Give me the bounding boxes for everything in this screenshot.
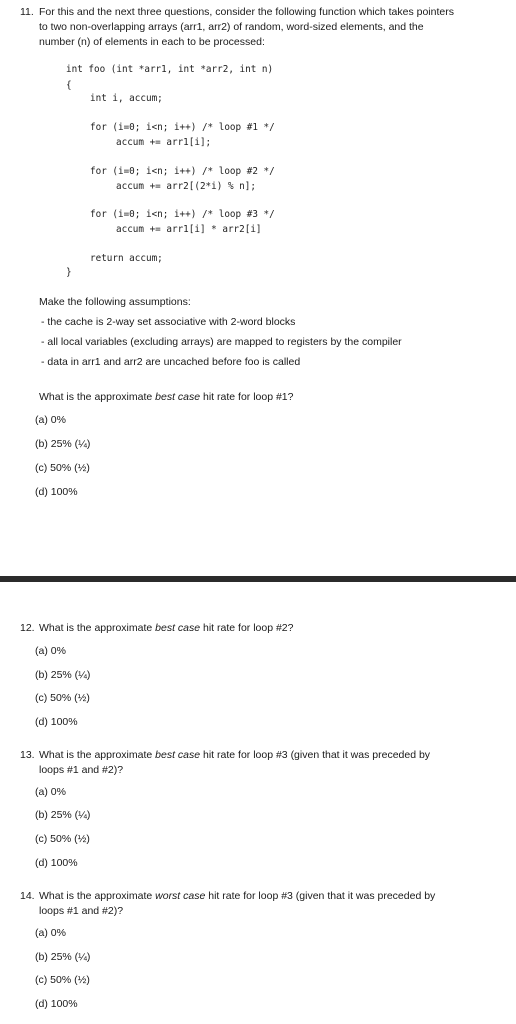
option-d[interactable]: (d) 100% bbox=[35, 486, 78, 498]
code-line: for (i=0; i<n; i++) /* loop #1 */ bbox=[90, 122, 275, 133]
option-c[interactable]: (c) 50% (½) bbox=[35, 974, 90, 986]
question-number: 12. bbox=[20, 622, 35, 634]
option-b[interactable]: (b) 25% (¼) bbox=[35, 809, 91, 821]
code-line: accum += arr2[(2*i) % n]; bbox=[116, 181, 256, 192]
option-a[interactable]: (a) 0% bbox=[35, 645, 66, 657]
question-text-line-2: loops #1 and #2)? bbox=[39, 764, 124, 776]
intro-line-1: For this and the next three questions, consider the following function which takes pointers bbox=[39, 6, 454, 18]
assumptions-title: Make the following assumptions: bbox=[39, 296, 191, 308]
question-number: 13. bbox=[20, 749, 35, 761]
intro-line-2: to two non-overlapping arrays (arr1, arr2) of random, word-sized elements, and the bbox=[39, 21, 424, 33]
assumption-item: - the cache is 2-way set associative with 2-word blocks bbox=[41, 316, 296, 328]
option-b[interactable]: (b) 25% (¼) bbox=[35, 951, 91, 963]
question-text-line-2: loops #1 and #2)? bbox=[39, 905, 124, 917]
option-d[interactable]: (d) 100% bbox=[35, 857, 78, 869]
question-number: 14. bbox=[20, 890, 35, 902]
code-line: return accum; bbox=[90, 253, 163, 264]
option-c[interactable]: (c) 50% (½) bbox=[35, 692, 90, 704]
option-d[interactable]: (d) 100% bbox=[35, 998, 78, 1010]
option-b[interactable]: (b) 25% (¼) bbox=[35, 669, 91, 681]
option-a[interactable]: (a) 0% bbox=[35, 414, 66, 426]
option-d[interactable]: (d) 100% bbox=[35, 716, 78, 728]
code-line: { bbox=[66, 80, 72, 91]
code-line: for (i=0; i<n; i++) /* loop #3 */ bbox=[90, 209, 275, 220]
option-c[interactable]: (c) 50% (½) bbox=[35, 462, 90, 474]
code-line: } bbox=[66, 267, 72, 278]
option-a[interactable]: (a) 0% bbox=[35, 786, 66, 798]
question-number: 11. bbox=[20, 6, 34, 18]
option-c[interactable]: (c) 50% (½) bbox=[35, 833, 90, 845]
assumption-item: - all local variables (excluding arrays) are mapped to registers by the compiler bbox=[41, 336, 402, 348]
question-text: What is the approximate best case hit rate for loop #1? bbox=[39, 391, 294, 403]
page-divider bbox=[0, 576, 516, 582]
code-line: int foo (int *arr1, int *arr2, int n) bbox=[66, 64, 274, 75]
code-line: int i, accum; bbox=[90, 93, 163, 104]
question-text: What is the approximate worst case hit rate for loop #3 (given that it was preceded by bbox=[39, 890, 436, 902]
question-text: What is the approximate best case hit rate for loop #2? bbox=[39, 622, 294, 634]
code-line: accum += arr1[i] * arr2[i] bbox=[116, 224, 262, 235]
assumption-item: - data in arr1 and arr2 are uncached before foo is called bbox=[41, 356, 301, 368]
option-b[interactable]: (b) 25% (¼) bbox=[35, 438, 91, 450]
code-line: for (i=0; i<n; i++) /* loop #2 */ bbox=[90, 166, 275, 177]
question-text: What is the approximate best case hit rate for loop #3 (given that it was preceded by bbox=[39, 749, 431, 761]
code-line: accum += arr1[i]; bbox=[116, 137, 212, 148]
intro-line-3: number (n) of elements in each to be processed: bbox=[39, 36, 265, 48]
option-a[interactable]: (a) 0% bbox=[35, 927, 66, 939]
